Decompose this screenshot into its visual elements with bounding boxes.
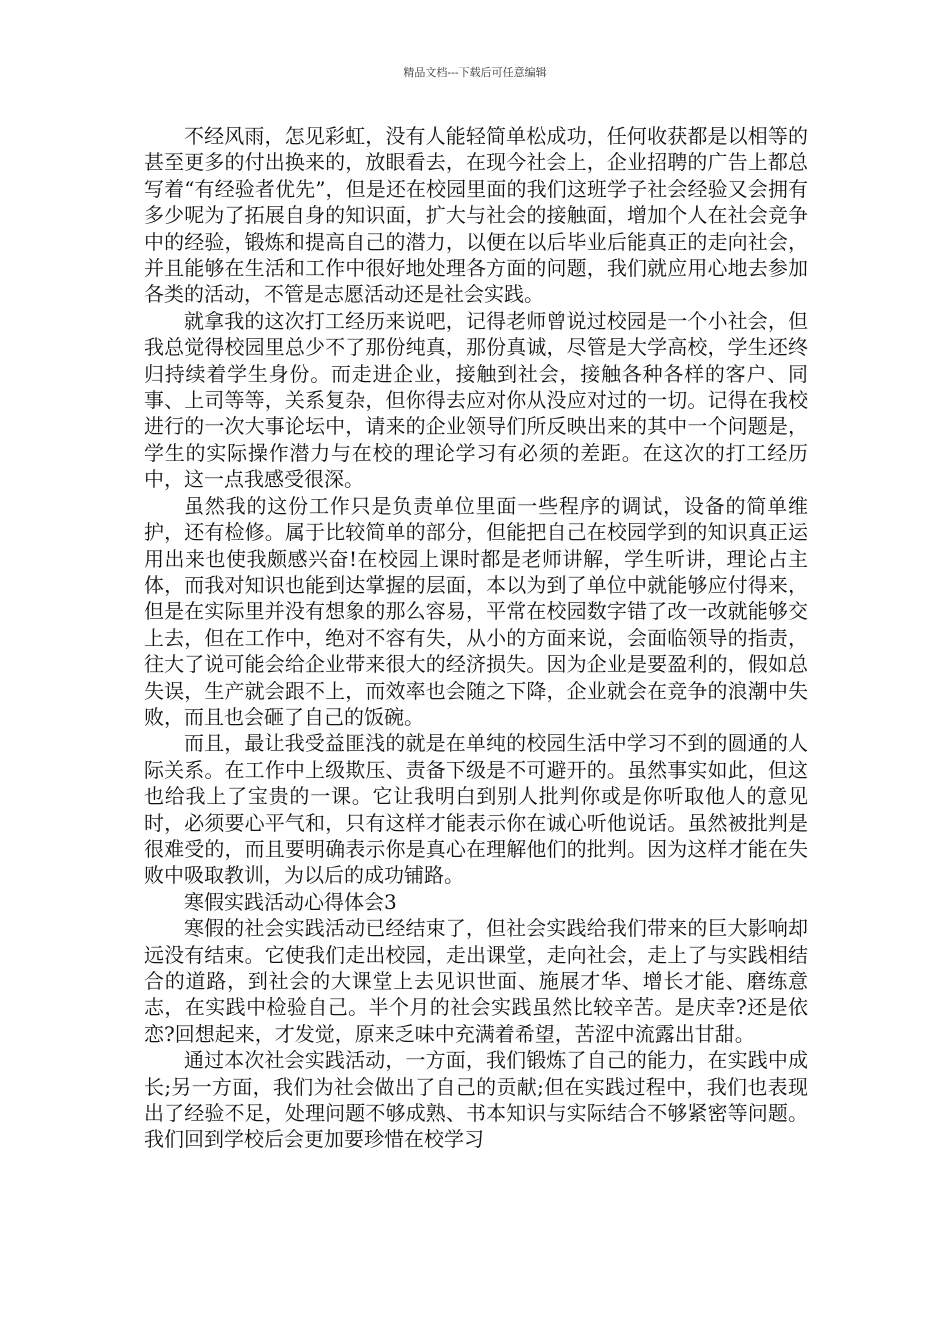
paragraph: 通过本次社会实践活动，一方面，我们锻炼了自己的能力，在实践中成长;另一方面，我们为社会做出了自己的贡献;但在实践过程中，我们也表现出了经验不足，处理问题不够成熟、书本知识与实际结合不够紧密等问题。我们回到学校后会更加要珍惜在校学习: [144, 1048, 808, 1152]
paragraph: 而且，最让我受益匪浅的就是在单纯的校园生活中学习不到的圆通的人际关系。在工作中上级欺压、责备下级是不可避开的。虽然事实如此，但这也给我上了宝贵的一课。它让我明白到别人批判你或是你听取他人的意见时，必须要心平气和，只有这样才能表示你在诚心听他说话。虽然被批判是很难受的，而且要明确表示你是真心在理解他们的批判。因为这样才能在失败中吸取教训，为以后的成功铺路。: [144, 731, 808, 888]
paragraph: 寒假的社会实践活动已经结束了，但社会实践给我们带来的巨大影响却远没有结束。它使我们走出校园，走出课堂，走向社会，走上了与实践相结合的道路，到社会的大课堂上去见识世面、施展才华、增长才能、磨练意志，在实践中检验自己。半个月的社会实践虽然比较辛苦。是庆幸?还是依恋?回想起来，才发觉，原来乏味中充满着希望，苦涩中流露出甘甜。: [144, 916, 808, 1046]
paragraph: 就拿我的这次打工经历来说吧，记得老师曾说过校园是一个小社会，但我总觉得校园里总少不了那份纯真，那份真诚，尽管是大学高校，学生还终归持续着学生身份。而走进企业，接触到社会，接触各种各样的客户、同事、上司等等，关系复杂，但你得去应对你从没应对过的一切。记得在我校进行的一次大事论坛中，请来的企业领导们所反映出来的其中一个问题是，学生的实际操作潜力与在校的理论学习有必须的差距。在这次的打工经历中，这一点我感受很深。: [144, 308, 808, 492]
paragraph: 虽然我的这份工作只是负责单位里面一些程序的调试，设备的简单维护，还有检修。属于比较简单的部分，但能把自己在校园学到的知识真正运用出来也使我颇感兴奋!在校园上课时都是老师讲解，学生听讲，理论占主体，而我对知识也能到达掌握的层面，本以为到了单位中就能够应付得来，但是在实际里并没有想象的那么容易，平常在校园数字错了改一改就能够交上去，但在工作中，绝对不容有失，从小的方面来说，会面临领导的指责，往大了说可能会给企业带来很大的经济损失。因为企业是要盈利的，假如总失误，生产就会跟不上，而效率也会随之下降，企业就会在竞争的浪潮中失败，而且也会砸了自己的饭碗。: [144, 493, 808, 729]
document-body: [144, 123, 808, 1153]
paragraph: 不经风雨，怎见彩虹，没有人能轻简单松成功，任何收获都是以相等的甚至更多的付出换来的，放眼看去，在现今社会上，企业招聘的广告上都总写着“有经验者优先”，但是还在校园里面的我们这班学子社会经验又会拥有多少呢为了拓展自身的知识面，扩大与社会的接触面，增加个人在社会竞争中的经验，锻炼和提高自己的潜力，以便在以后毕业后能真正的走向社会，并且能够在生活和工作中很好地处理各方面的问题，我们就应用心地去参加各类的活动，不管是志愿活动还是社会实践。: [144, 124, 808, 307]
page-header: 精品文档---下载后可任意编辑: [403, 66, 547, 79]
section-heading: 寒假实践活动心得体会3: [184, 889, 397, 914]
